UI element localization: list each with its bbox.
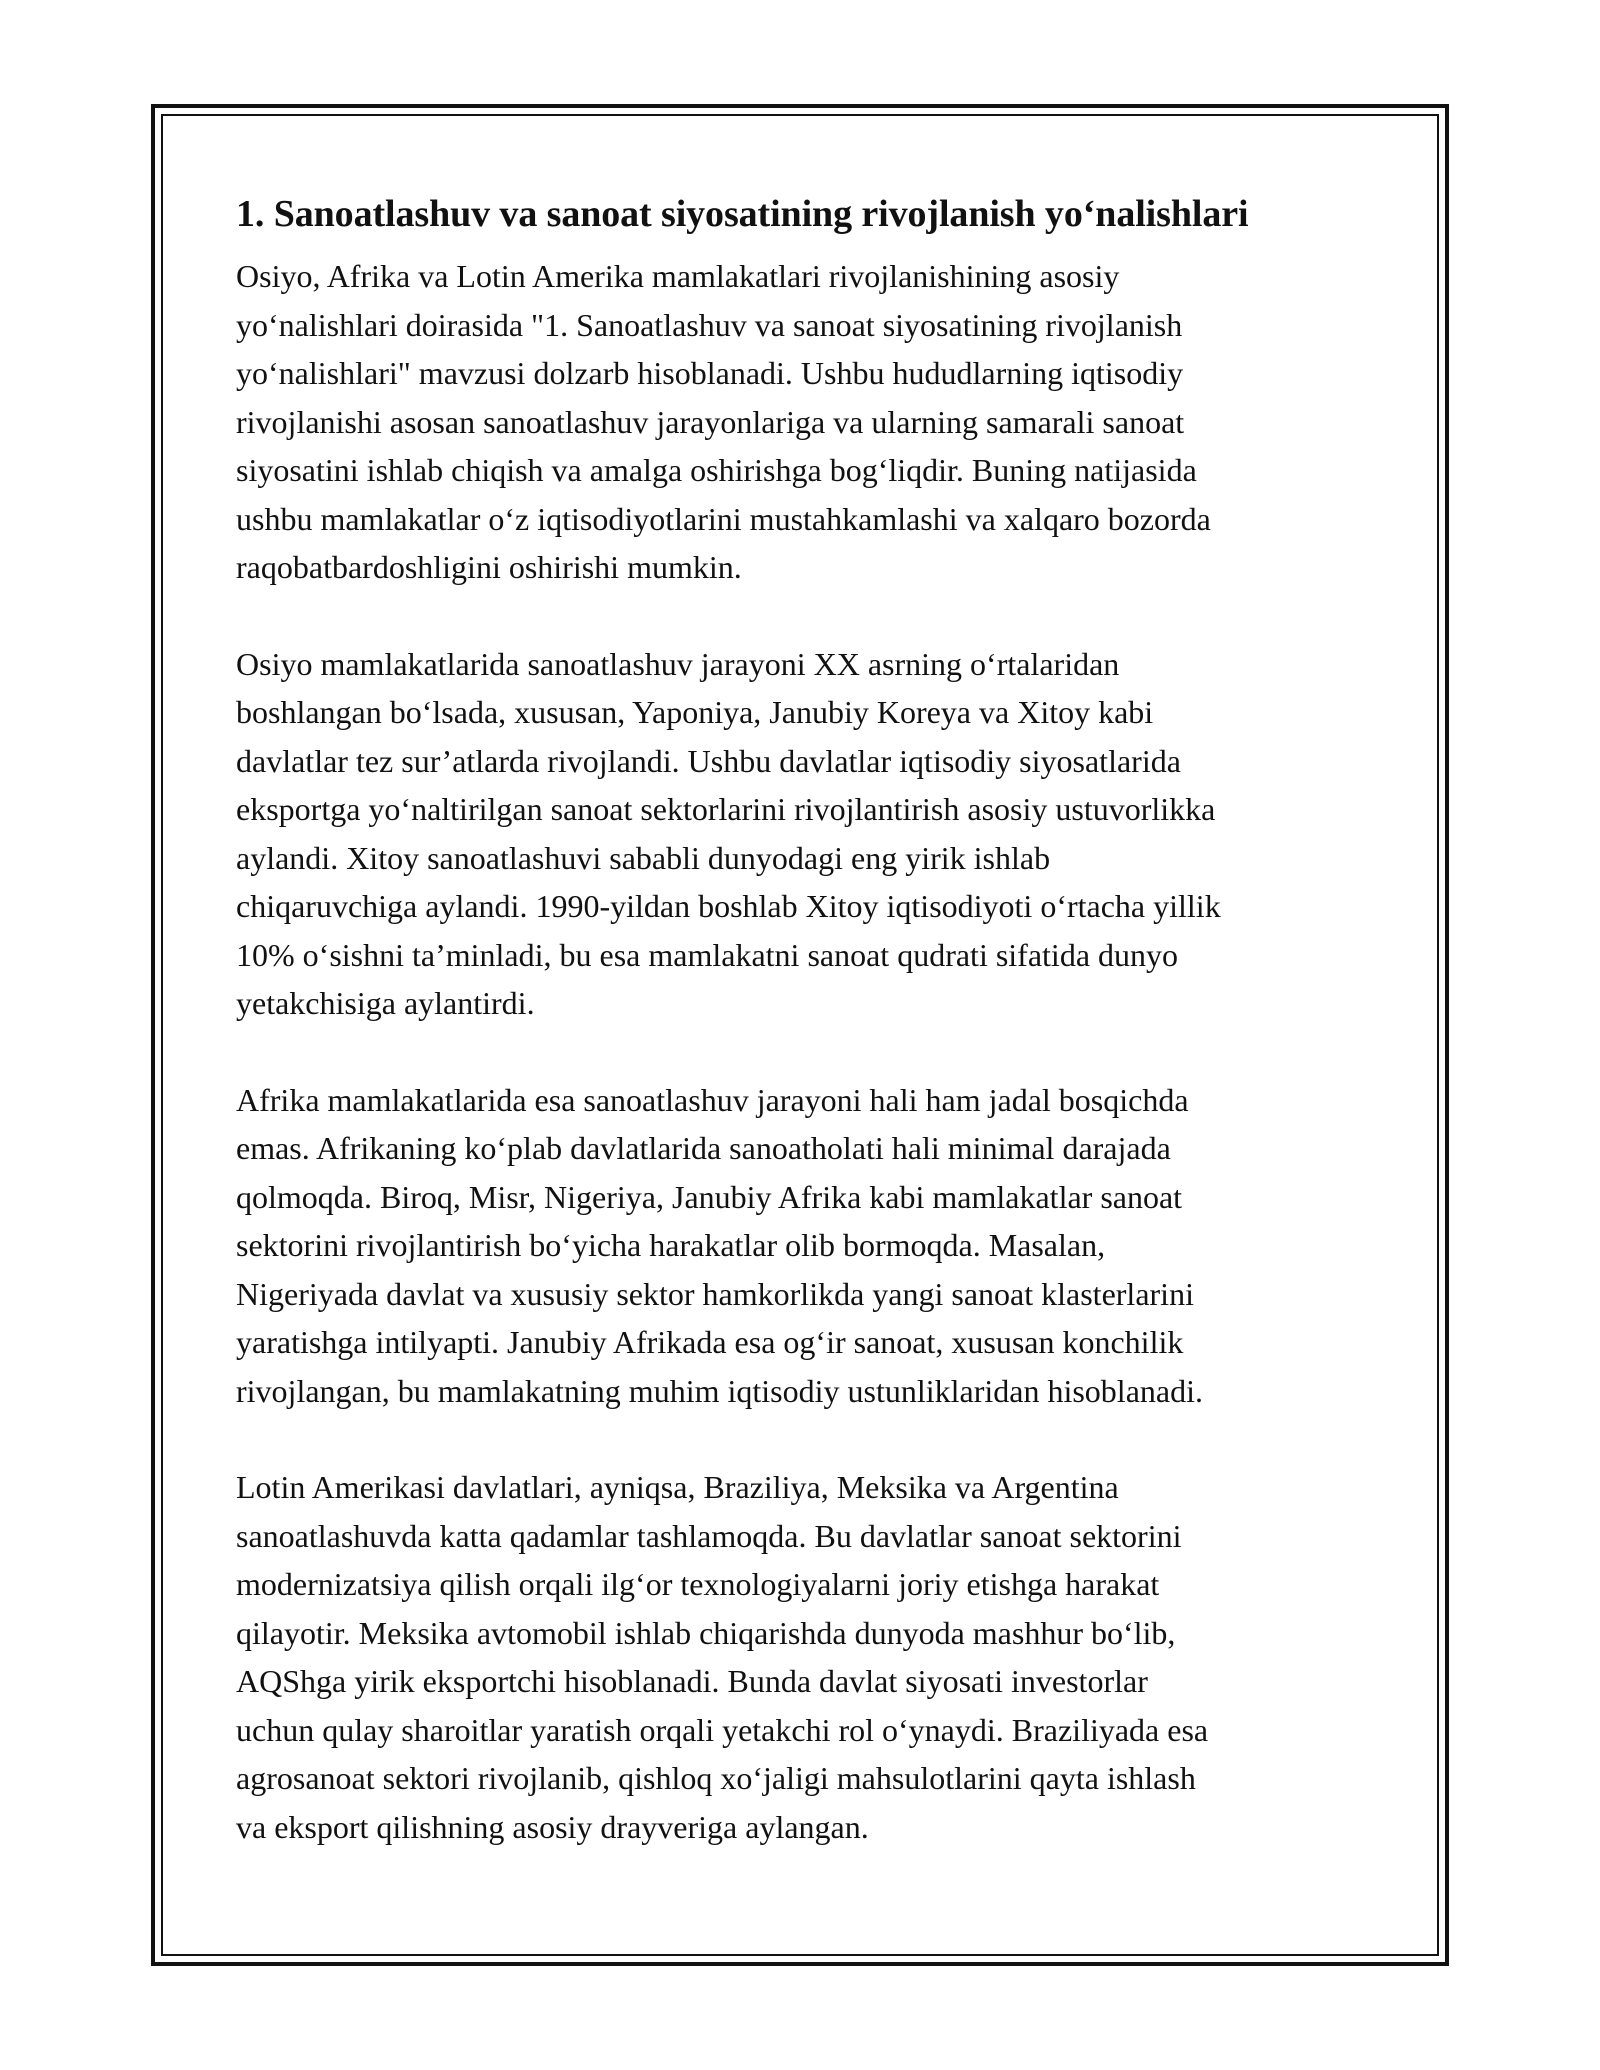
document-body [236, 186, 1374, 1851]
paragraph-latin-america: Lotin Amerikasi davlatlari, ayniqsa, Braziliya, Meksika va Argentina sanoatlashuvda katta qadamlar tashlamoqda. Bu davlatlar sanoat sektorini modernizatsiya qilish orqali ilg‘or texnologiyalarni joriy etishga harakat qilayotir. Meksika avtomobil ishlab chiqarishda dunyoda mashhur bo‘lib, AQShga yirik eksportchi hisoblanadi. Bunda davlat siyosati investorlar uchun qulay sharoitlar yaratish orqali yetakchi rol o‘ynaydi. Braziliyada esa agrosanoat sektori rivojlanib, qishloq xo‘jaligi mahsulotlarini qayta ishlash va eksport qilishning asosiy drayveriga aylangan. [236, 1469, 1209, 1845]
paragraph-asia: Osiyo mamlakatlarida sanoatlashuv jarayoni XX asrning o‘rtalaridan boshlangan bo‘lsada, xususan, Yaponiya, Janubiy Koreya va Xitoy kabi davlatlar tez sur’atlarda rivojlandi. Ushbu davlatlar iqtisodiy siyosatlarida eksportga yo‘naltirilgan sanoat sektorlarini rivojlantirish asosiy ustuvorlikka aylandi. Xitoy sanoatlashuvi sababli dunyodagi eng yirik ishlab chiqaruvchiga aylandi. 1990-yildan boshlab Xitoy iqtisodiyoti o‘rtacha yillik 10% o‘sishni ta’minladi, bu esa mamlakatni sanoat qudrati sifatida dunyo yetakchisiga aylantirdi. [236, 645, 1221, 1021]
paragraph-intro: Osiyo, Afrika va Lotin Amerika mamlakatlari rivojlanishining asosiy yo‘nalishlari doirasida "1. Sanoatlashuv va sanoat siyosatining rivojlanish yo‘nalishlari" mavzusi dolzarb hisoblanadi. Ushbu hududlarning iqtisodiy rivojlanishi asosan sanoatlashuv jarayonlariga va ularning samarali sanoat siyosatini ishlab chiqish va amalga oshirishga bog‘liqdir. Buning natijasida ushbu mamlakatlar o‘z iqtisodiyotlarini mustahkamlashi va xalqaro bozorda raqobatbardoshligini oshirishi mumkin. [236, 258, 1211, 585]
section-heading: 1. Sanoatlashuv va sanoat siyosatining rivojlanish yo‘nalishlari [236, 193, 1249, 235]
paragraph-africa: Afrika mamlakatlarida esa sanoatlashuv jarayoni hali ham jadal bosqichda emas. Afrikaning ko‘plab davlatlarida sanoatholati hali minimal darajada qolmoqda. Biroq, Misr, Nigeriya, Janubiy Afrika kabi mamlakatlar sanoat sektorini rivojlantirish bo‘yicha harakatlar olib bormoqda. Masalan, Nigeriyada davlat va xususiy sektor hamkorlikda yangi sanoat klasterlarini yaratishga intilyapti. Janubiy Afrikada esa og‘ir sanoat, xususan konchilik rivojlangan, bu mamlakatning muhim iqtisodiy ustunliklaridan hisoblanadi. [236, 1081, 1203, 1409]
